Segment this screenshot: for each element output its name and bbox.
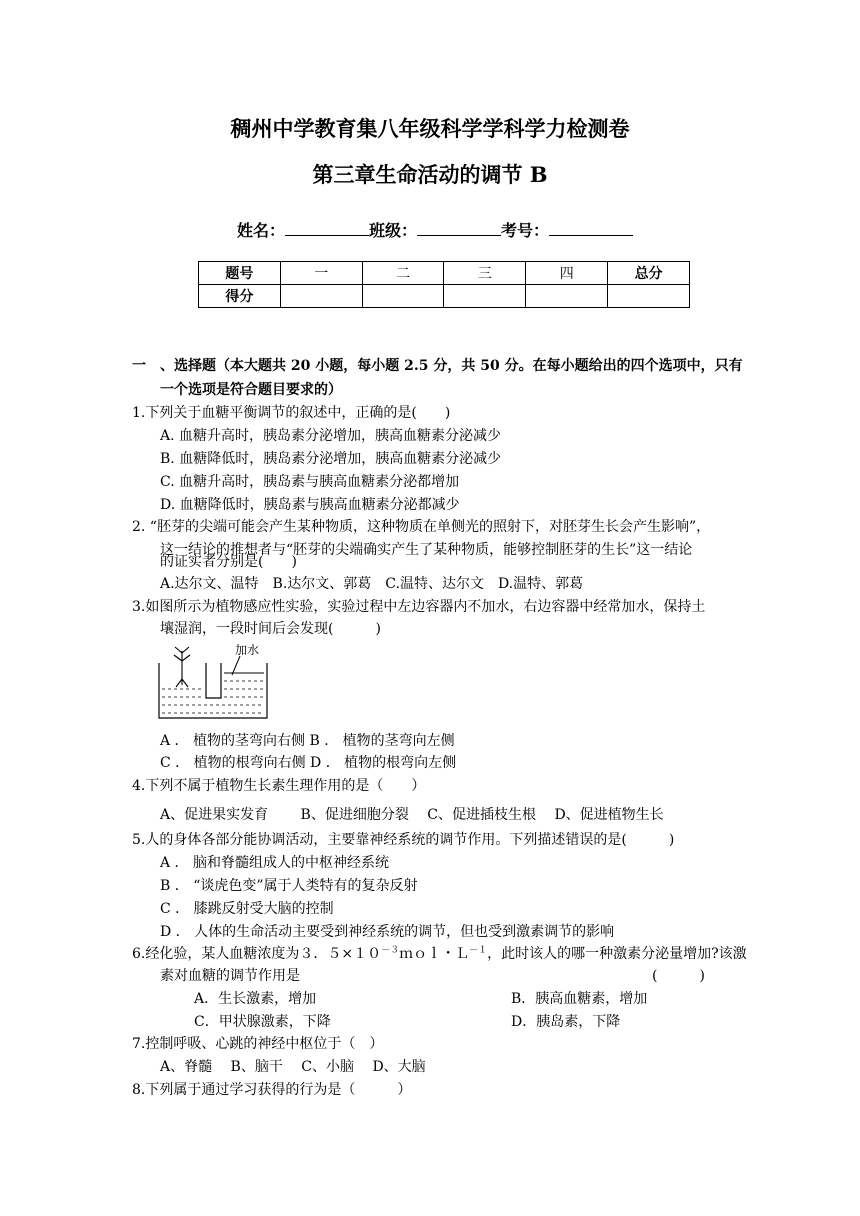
score-cell — [444, 285, 526, 308]
id-label: 考号： — [501, 221, 550, 240]
option: C．甲状腺激素，下降 — [194, 1014, 331, 1030]
question-stem: 2. “胚芽的尖端可能会产生某种物质，这种物质在单侧光的照射下，对胚芽生长会产生影响”， — [132, 519, 711, 535]
question-stem: 4.下列不属于植物生长素生理作用的是（ ） — [132, 778, 426, 794]
option: C. 血糖升高时，胰岛素与胰高血糖素分泌都增加 — [160, 474, 460, 490]
question-stem — [132, 944, 747, 964]
q6-stem-b: ｍｏｌ・Ｌ — [399, 946, 470, 962]
question-stem: 3.如图所示为植物感应性实验，实验过程中左边容器内不加水，右边容器中经常加水，保持土 — [132, 599, 706, 615]
question-stem: 5.人的身体各部分能协调活动，主要靠神经系统的调节作用。下列描述错误的是( ) — [132, 832, 675, 848]
section-heading-cont: 一个选项是符合题目要求的） — [160, 382, 342, 398]
score-cell: 二 — [362, 262, 444, 285]
name-label: 姓名： — [237, 221, 286, 240]
figure-label: 加水 — [235, 643, 260, 657]
option: A．生长激素，增加 — [194, 991, 317, 1007]
plant-icon — [174, 647, 190, 687]
document-title: 稠州中学教育集八年级科学学科学力检测卷 — [230, 116, 630, 141]
options-row: A、脊髓 B、脑干 C、小脑 D、大脑 — [160, 1059, 426, 1075]
q6-stem-c: ，此时该人的哪一种激素分泌量增加?该激 — [487, 946, 747, 962]
score-table-score-row — [199, 285, 690, 308]
score-cell: 四 — [526, 262, 608, 285]
option: D. 血糖降低时，胰岛素与胰高血糖素分泌都减少 — [160, 497, 460, 513]
score-table — [198, 261, 690, 308]
answer-paren: ( ) — [652, 968, 705, 984]
score-cell: 总分 — [608, 262, 690, 285]
question-stem-cont: 素对血糖的调节作用是 — [160, 968, 300, 984]
question-stem-cont: 的证实者分别是( ) — [160, 554, 297, 570]
options-row: A.达尔文、温特 B.达尔文、郭葛 C.温特、达尔文 D.温特、郭葛 — [160, 576, 584, 592]
score-cell: 题号 — [199, 262, 281, 285]
document-subtitle: 第三章生命活动的调节 B — [312, 162, 548, 187]
options-row: C ． 植物的根弯向右侧 D ． 植物的根弯向左侧 — [160, 755, 457, 771]
exponent: －１ — [469, 945, 488, 956]
plant-experiment-figure — [158, 643, 268, 723]
score-table-header-row — [199, 262, 690, 285]
id-blank — [549, 221, 633, 236]
options-row: A ． 植物的茎弯向右侧 B ． 植物的茎弯向左侧 — [160, 733, 455, 749]
question-stem-cont: 这一结论的推想者与“胚芽的尖端确实产生了某种物质，能够控制胚芽的生长”这一结论 — [160, 542, 693, 558]
score-cell: 一 — [280, 262, 362, 285]
student-info — [237, 218, 633, 241]
question-stem: 7.控制呼吸、心跳的神经中枢位于（ ） — [132, 1036, 384, 1052]
option: C ． 膝跳反射受大脑的控制 — [160, 901, 334, 917]
name-blank — [285, 221, 369, 236]
score-cell — [608, 285, 690, 308]
score-cell — [526, 285, 608, 308]
option: D ． 人体的生命活动主要受到神经系统的调节，但也受到激素调节的影响 — [160, 924, 615, 940]
question-stem: 1.下列关于血糖平衡调节的叙述中，正确的是( ) — [132, 405, 451, 421]
option: A. 血糖升高时，胰岛素分泌增加，胰高血糖素分泌减少 — [160, 428, 502, 444]
exponent: －３ — [381, 945, 400, 956]
question-stem-cont: 壤湿润，一段时间后会发现( ) — [160, 621, 381, 637]
option: A ． 脑和脊髓组成人的中枢神经系统 — [160, 855, 390, 871]
options-row: A、促进果实发育 B、促进细胞分裂 C、促进插枝生根 D、促进植物生长 — [160, 807, 664, 823]
option: B. 血糖降低时，胰岛素分泌增加，胰高血糖素分泌减少 — [160, 451, 502, 467]
class-blank — [417, 221, 501, 236]
option: B ． “谈虎色变”属于人类特有的复杂反射 — [160, 878, 418, 894]
score-cell: 得分 — [199, 285, 281, 308]
q6-stem-a: 6.经化验，某人血糖浓度为３．５×１０ — [132, 946, 382, 962]
option: B．胰高血糖素，增加 — [511, 991, 648, 1007]
option: D．胰岛素，下降 — [511, 1014, 621, 1030]
question-stem: 8.下列属于通过学习获得的行为是（ ） — [132, 1082, 412, 1098]
score-cell: 三 — [444, 262, 526, 285]
score-cell — [362, 285, 444, 308]
class-label: 班级： — [369, 221, 418, 240]
score-cell — [280, 285, 362, 308]
section-heading: 一 、选择题（本大题共 20 小题，每小题 2.5 分，共 50 分。在每小题给出的四个选项中，只有 — [132, 358, 743, 374]
